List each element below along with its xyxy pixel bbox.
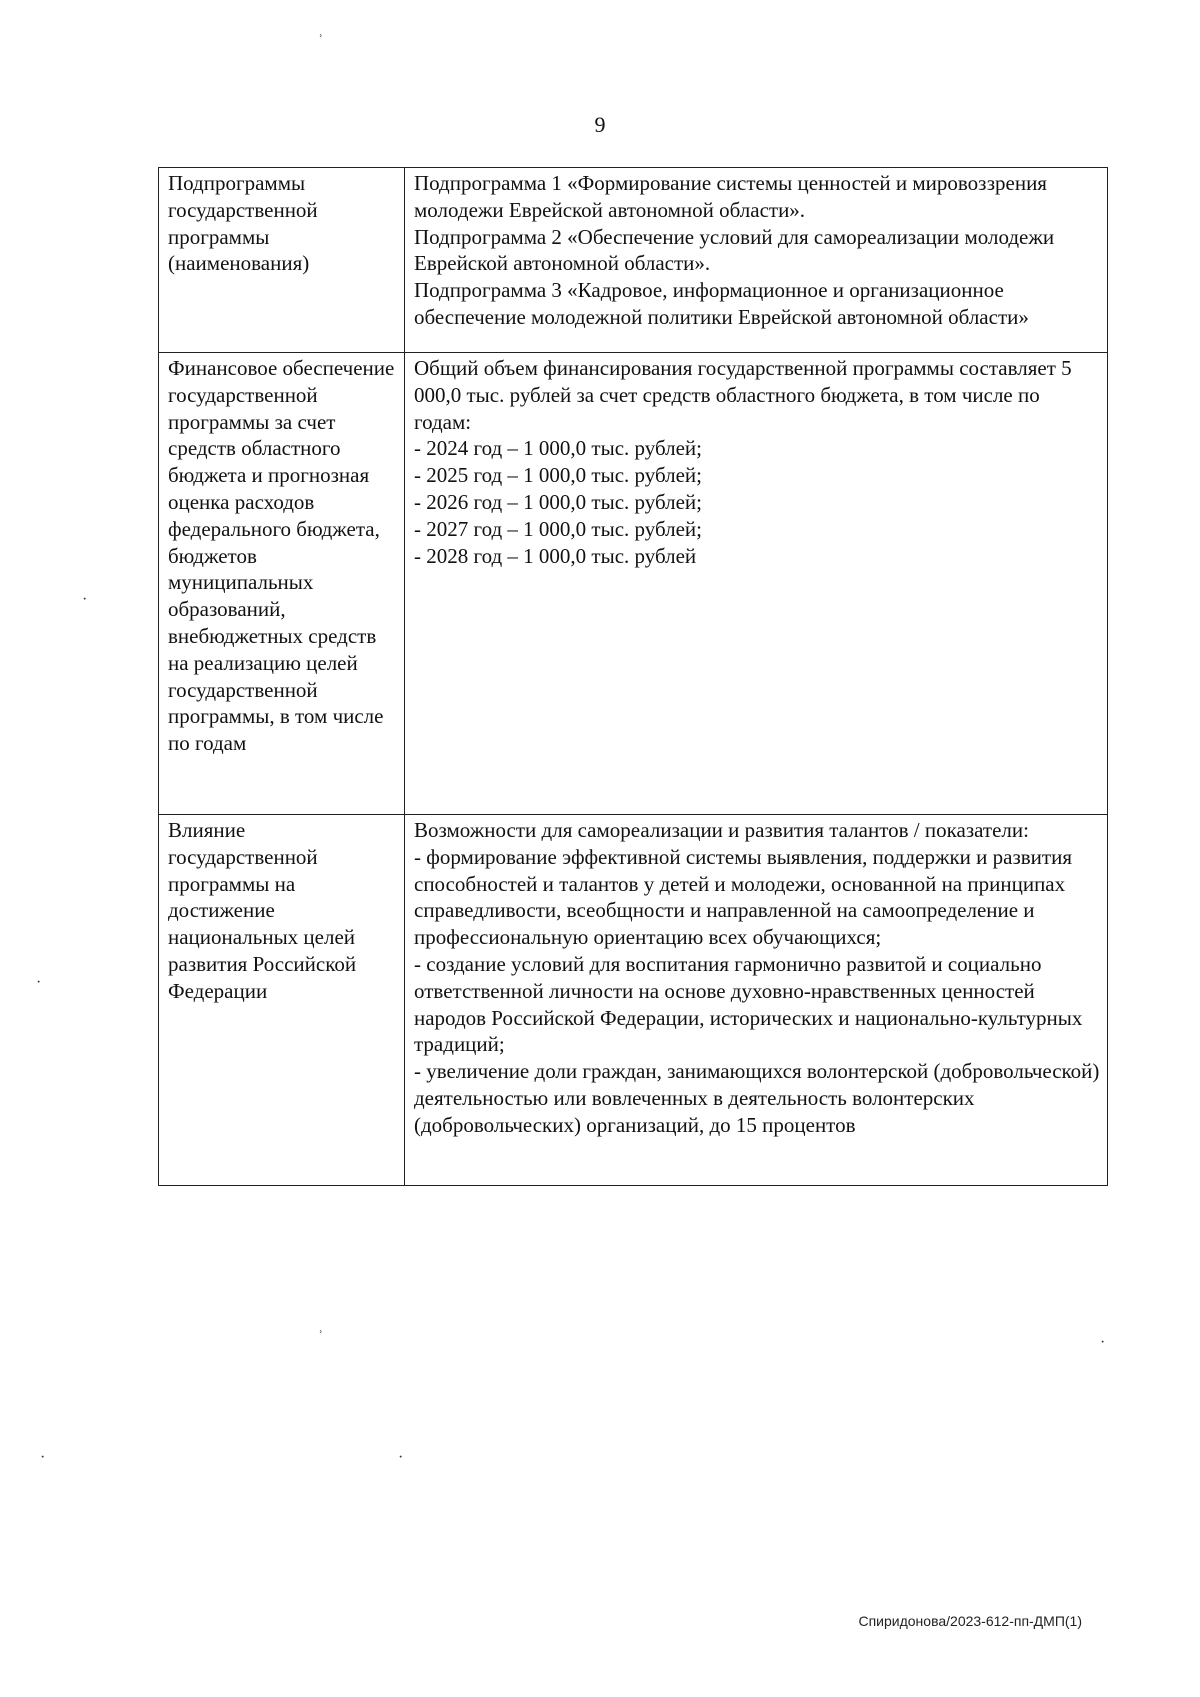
program-passport-table [158, 167, 1108, 1186]
subprogram-2-text: Подпрограмма 2 «Обеспечение условий для самореализации молодежи Еврейской автономной области». [414, 224, 1055, 276]
financing-year-2026: - 2026 год – 1 000,0 тыс. рублей; [414, 489, 703, 514]
indicator-volunteering: - увеличение доли граждан, занимающихся волонтерской (добровольческой) деятельностью или вовлеченных в деятельность волонтерских (добровольческих) организаций, до 15 процентов [414, 1059, 1100, 1137]
document-footer-code: Спиридонова/2023-612-пп-ДМП(1) [858, 1613, 1082, 1629]
financing-year-2028: - 2028 год – 1 000,0 тыс. рублей [414, 543, 697, 568]
row-value-subprograms [405, 168, 1108, 353]
scan-speck: · [1100, 1334, 1106, 1351]
table-row-subprograms [159, 168, 1108, 353]
row-label-national-goals: Влияние государственной программы на достижение национальных целей развития Российской Федерации [159, 815, 405, 1186]
scan-speck: · [40, 1449, 46, 1466]
subprogram-1-text: Подпрограмма 1 «Формирование системы ценностей и мировоззрения молодежи Еврейской автономной области». [414, 171, 1047, 222]
indicator-upbringing: - создание условий для воспитания гармонично развитой и социально ответственной личности на основе духовно-нравственных ценностей народов Российской Федерации, исторических и национально-культурных традиций; [414, 951, 1083, 1057]
row-value-national-goals [405, 815, 1108, 1186]
table-row-national-goals [159, 815, 1108, 1186]
table-row-financing [159, 353, 1108, 815]
financing-year-2027: - 2027 год – 1 000,0 тыс. рублей; [414, 516, 703, 541]
financing-year-2024: - 2024 год – 1 000,0 тыс. рублей; [414, 436, 703, 461]
scan-speck: · [36, 974, 42, 991]
row-value-financing [405, 353, 1108, 815]
financing-intro-text: Общий объем финансирования государственной программы составляет 5 000,0 тыс. рублей за счет средств областного бюджета, в том числе по годам: [414, 356, 1072, 434]
row-label-financing: Финансовое обеспечение государственной программы за счет средств областного бюджета и прогнозная оценка расходов федерального бюджета, бюджетов муниципальных образований, внебюджетных средств на реализацию целей государственной программы, в том числе по годам [159, 353, 405, 815]
financing-year-2025: - 2025 год – 1 000,0 тыс. рублей; [414, 463, 703, 488]
scan-speck: ˒ [318, 1321, 324, 1338]
scan-speck: ˒ [318, 25, 324, 42]
row-label-subprograms: Подпрограммы государственной программы (наименования) [159, 168, 405, 353]
page-number: 9 [594, 112, 606, 137]
indicator-talent-system: - формирование эффективной системы выявления, поддержки и развития способностей и талантов у детей и молодежи, основанной на принципах справедливости, всеобщности и направленной на самоопределение и профессиональную ориентацию всех обучающихся; [414, 844, 1072, 950]
scan-speck: · [398, 1449, 404, 1466]
national-goals-intro-text: Возможности для самореализации и развития талантов / показатели: [414, 818, 1029, 842]
subprogram-3-text: Подпрограмма 3 «Кадровое, информационное и организационное обеспечение молодежной политики Еврейской автономной области» [414, 278, 1029, 329]
scan-speck: · [82, 591, 88, 608]
